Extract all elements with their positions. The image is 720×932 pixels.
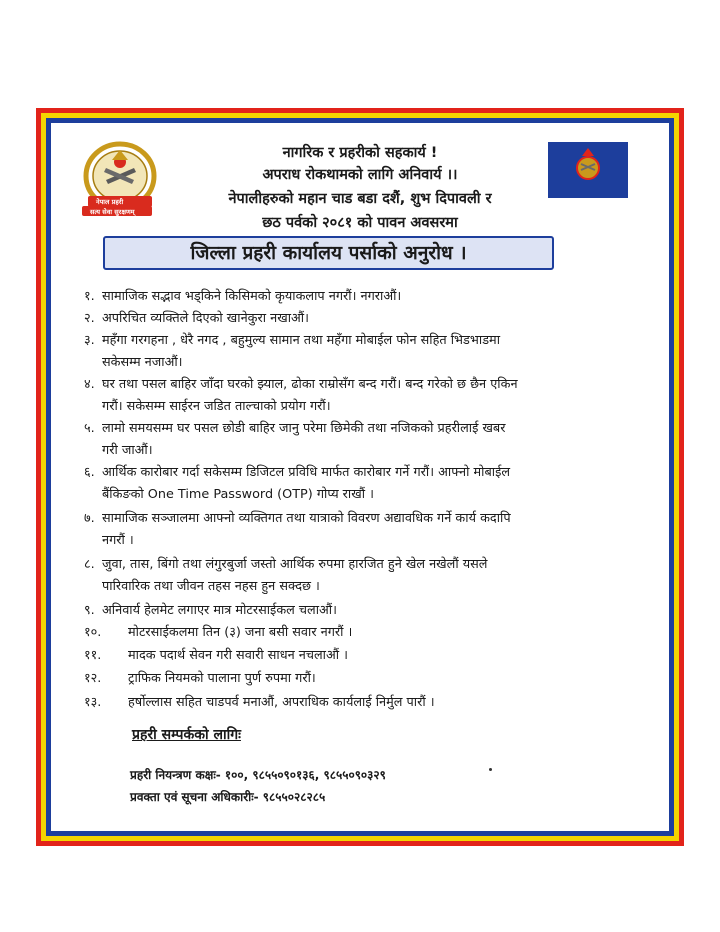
header-line-2: अपराध रोकथामको लागि अनिवार्य ।। bbox=[262, 167, 458, 183]
list-item bbox=[84, 462, 644, 502]
list-item-text: सामाजिक सञ्जालमा आफ्नो व्यक्तिगत तथा यात्राको विवरण अद्यावधिक गर्ने कार्य कदापि bbox=[102, 511, 511, 526]
list-item-number: १२. bbox=[84, 671, 102, 686]
list-item-text: पारिवारिक तथा जीवन तहस नहस हुन सक्दछ । bbox=[102, 579, 320, 594]
list-item bbox=[84, 286, 644, 308]
list-item-text: गरौं। सकेसम्म साईरन जडित ताल्चाको प्रयोग गरौं। bbox=[102, 399, 331, 414]
list-item bbox=[84, 668, 644, 690]
list-item-text: जुवा, तास, बिंगो तथा लंगुरबुर्जा जस्तो आर्थिक रुपमा हारजित हुने खेल नखेलौं यसले bbox=[102, 557, 488, 572]
stray-dot bbox=[489, 768, 492, 771]
control-room-numbers: प्रहरी नियन्त्रण कक्षः- १००, ९८५५०९०१३६, ९८५५०९०३२९ bbox=[130, 768, 386, 782]
list-item-number: १३. bbox=[84, 695, 102, 710]
list-item-text: महँगा गरगहना , धेरै नगद , बहुमुल्य सामान तथा महँगा मोबाईल फोन सहित भिडभाडमा bbox=[102, 333, 501, 348]
list-item-number: ११. bbox=[84, 648, 102, 663]
list-item-text: मादक पदार्थ सेवन गरी सवारी साधन नचलाऔं । bbox=[128, 648, 348, 663]
list-item bbox=[84, 645, 644, 667]
list-item-number: ७. bbox=[84, 511, 95, 526]
list-item-number: ५. bbox=[84, 421, 95, 436]
list-item bbox=[84, 554, 644, 594]
list-item bbox=[84, 692, 644, 714]
list-item-number: २. bbox=[84, 311, 95, 326]
list-item-number: ६. bbox=[84, 465, 95, 480]
list-item-number: १. bbox=[84, 289, 95, 304]
list-item-number: १०. bbox=[84, 625, 102, 640]
list-item-text: लामो समयसम्म घर पसल छोडी बाहिर जानु परेमा छिमेकी तथा नजिकको प्रहरीलाई खबर bbox=[102, 421, 506, 436]
contact-title: प्रहरी सम्पर्कको लागिः bbox=[132, 727, 241, 743]
list-item bbox=[84, 418, 644, 458]
list-item-text: नगरौं । bbox=[102, 533, 134, 548]
header-line-1: नागरिक र प्रहरीको सहकार्य ! bbox=[282, 145, 438, 161]
list-item-text: अनिवार्य हेलमेट लगाएर मात्र मोटरसाईकल चलाऔं। bbox=[102, 603, 337, 618]
list-item-text: मोटरसाईकलमा तिन (३) जना बसी सवार नगरौं । bbox=[128, 625, 353, 640]
list-item-text: सामाजिक सद्भाव भड्किने किसिमको कृयाकलाप नगरौं। नगराऔं। bbox=[102, 289, 402, 304]
office-request-banner: जिल्ला प्रहरी कार्यालय पर्साको अनुरोध । bbox=[103, 236, 554, 270]
list-item-text: हर्षोल्लास सहित चाडपर्व मनाऔं, अपराधिक कार्यलाई निर्मुल पारौं । bbox=[128, 695, 435, 710]
header-line-4: छठ पर्वको २०८१ को पावन अवसरमा bbox=[262, 215, 458, 231]
list-item-text: आर्थिक कारोबार गर्दा सकेसम्म डिजिटल प्रविधि मार्फत कारोबार गर्ने गरौं। आफ्नो मोबाईल bbox=[102, 465, 511, 480]
list-item bbox=[84, 600, 644, 622]
list-item-number: ९. bbox=[84, 603, 95, 618]
list-item bbox=[84, 330, 644, 370]
list-item-text: ट्राफिक नियमको पालाना पुर्ण रुपमा गरौं। bbox=[128, 671, 316, 686]
list-item-number: ८. bbox=[84, 557, 95, 572]
list-item-number: ३. bbox=[84, 333, 95, 348]
list-item bbox=[84, 508, 644, 548]
list-item bbox=[84, 622, 644, 644]
emblem-ribbon-text-top: नेपाल प्रहरी bbox=[96, 198, 124, 206]
list-item-text: सकेसम्म नजाऔं। bbox=[102, 355, 183, 370]
header-line-3: नेपालीहरुको महान चाड बडा दशैं, शुभ दिपावली र bbox=[228, 191, 492, 207]
list-item-text: बैंकिङको One Time Password (OTP) गोप्य राखौं । bbox=[102, 487, 374, 502]
list-item-text: घर तथा पसल बाहिर जाँदा घरको झ्याल, ढोका राम्रोसँग बन्द गरौं। बन्द गरेको छ छैन एकिन bbox=[102, 377, 518, 392]
list-item-text: गरी जाऔं। bbox=[102, 443, 153, 458]
list-item bbox=[84, 374, 644, 414]
list-item-text: अपरिचित व्यक्तिले दिएको खानेकुरा नखाऔं। bbox=[102, 311, 309, 326]
list-item-number: ४. bbox=[84, 377, 95, 392]
spokesperson-number: प्रवक्ता एवं सूचना अधिकारीः- ९८५५०२८२८५ bbox=[130, 790, 326, 804]
list-item bbox=[84, 308, 644, 330]
emblem-ribbon-text-bottom: सत्य सेवा सुरक्षणम् bbox=[90, 208, 135, 216]
